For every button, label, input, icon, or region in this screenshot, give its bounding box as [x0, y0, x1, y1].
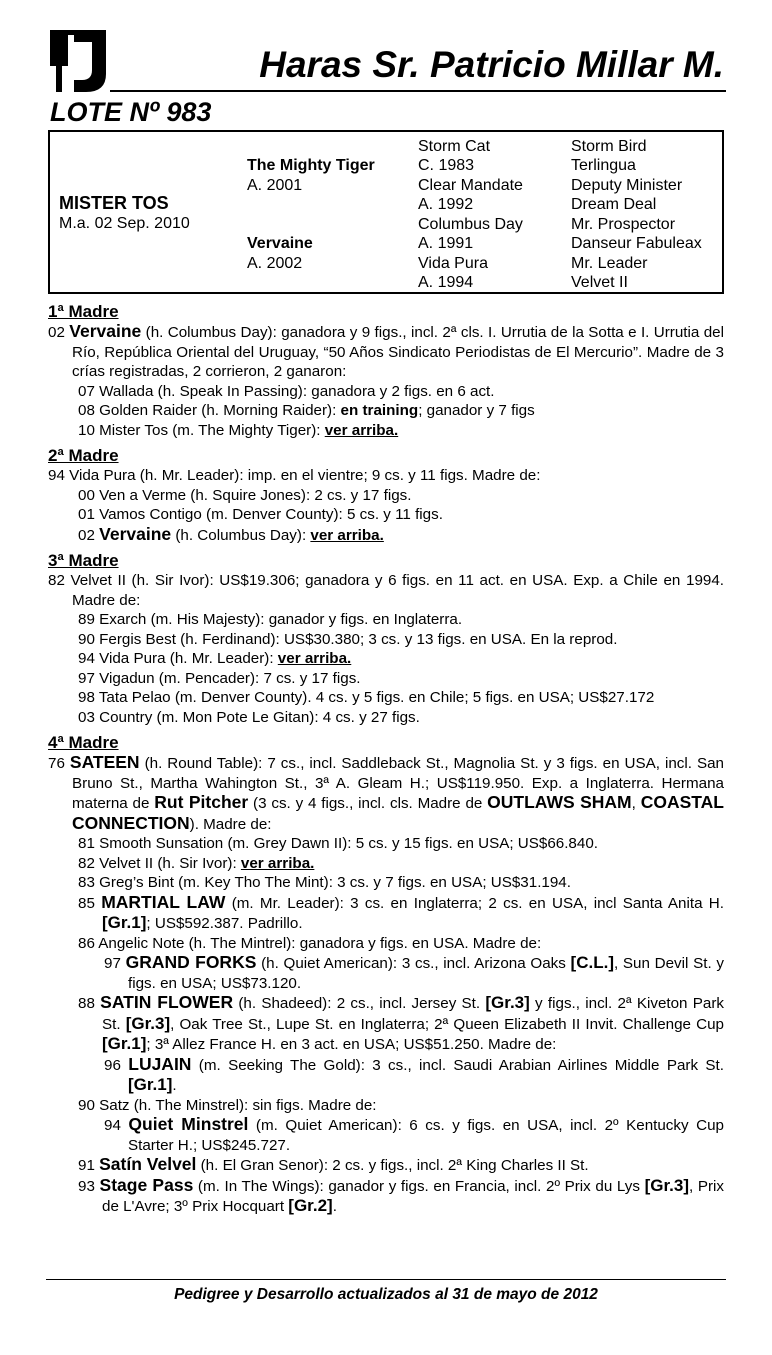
- g2-year: A. 1991: [418, 235, 474, 252]
- entry: 01 Vamos Contigo (m. Denver County): 5 cs. y 11 figs.: [78, 506, 443, 523]
- entry: 96 LUJAIN (m. Seeking The Gold): 3 cs., incl. Saudi Arabian Airlines Middle Park St. [Gr.1].: [104, 1053, 724, 1094]
- g3-name: Mr. Leader: [571, 255, 648, 272]
- family-content: [48, 302, 724, 1217]
- entry: 76 SATEEN (h. Round Table): 7 cs., incl. Saddleback St., Magnolia St. y 3 figs. en USA, incl. San Bruno St., Martha Wahington St., 3ª A. Gleam H.; US$119.950. Exp. a Inglaterra. Hermana materna de Rut Pitcher (3 cs. y 4 figs., incl. cls. Madre de OUTLAWS SHAM, COASTAL CONNECTION). Madre de:: [48, 752, 724, 833]
- g3-name: Mr. Prospector: [571, 216, 676, 233]
- dam-name: Vervaine: [247, 235, 313, 252]
- section-heading: 3ª Madre: [48, 551, 119, 570]
- entry: 86 Angelic Note (h. The Mintrel): ganadora y figs. en USA. Madre de:: [78, 934, 542, 952]
- entry: 94 Vida Pura (h. Mr. Leader): ver arriba.: [78, 650, 352, 667]
- entry: 02 Vervaine (h. Columbus Day): ganadora y 9 figs., incl. 2ª cls. I. Urrutia de la Sotta e I. Urrutia del Río, República Oriental del Uruguay, “50 Años Sindicato Periodistas de El Mercurio”. Madre de 3 crías registradas, 2 corrieron, 2 ganaron:: [48, 321, 724, 380]
- entry: 90 Fergis Best (h. Ferdinand): US$30.380; 3 cs. y 13 figs. en USA. En la reprod.: [78, 630, 618, 648]
- g2-year: C. 1983: [418, 157, 475, 174]
- g3-name: Danseur Fabuleax: [571, 235, 702, 252]
- haras-logo-icon: [48, 26, 108, 94]
- sire-year: A. 2001: [247, 177, 303, 194]
- g2-name: Columbus Day: [418, 216, 523, 233]
- horse-info: M.a. 02 Sep. 2010: [59, 215, 190, 232]
- entry: 83 Greg’s Bint (m. Key Tho The Mint): 3 cs. y 7 figs. en USA; US$31.194.: [78, 874, 571, 891]
- g3-name: Dream Deal: [571, 196, 657, 213]
- lot-number: LOTE Nº 983: [50, 97, 212, 127]
- entry: 00 Ven a Verme (h. Squire Jones): 2 cs. y 17 figs.: [78, 486, 412, 504]
- entry: 97 Vigadun (m. Pencader): 7 cs. y 17 figs.: [78, 669, 361, 687]
- entry: 98 Tata Pelao (m. Denver County). 4 cs. y 5 figs. en Chile; 5 figs. en USA; US$27.172: [78, 689, 655, 706]
- entry: 89 Exarch (m. His Majesty): ganador y figs. en Inglaterra.: [78, 611, 463, 628]
- section-heading: 1ª Madre: [48, 302, 119, 321]
- farm-title: Haras Sr. Patricio Millar M.: [259, 44, 724, 85]
- sire-name: The Mighty Tiger: [247, 157, 375, 174]
- g2-year: A. 1992: [418, 196, 474, 213]
- entry: 82 Velvet II (h. Sir Ivor): US$19.306; ganadora y 6 figs. en 11 act. en USA. Exp. a Chile en 1994. Madre de:: [48, 572, 724, 609]
- header-rule: [110, 90, 726, 92]
- entry: 93 Stage Pass (m. In The Wings): ganador y figs. en Francia, incl. 2º Prix du Lys [Gr.3], Prix de L'Avre; 3º Prix Hocquart [Gr.2].: [78, 1174, 724, 1215]
- g2-year: A. 1994: [418, 274, 474, 291]
- section-heading: 4ª Madre: [48, 733, 119, 752]
- entry: 88 SATIN FLOWER (h. Shadeed): 2 cs., incl. Jersey St. [Gr.3] y figs., incl. 2ª Kiveton Park St. [Gr.3], Oak Tree St., Lupe St. en Inglaterra; 2ª Queen Elizabeth II Invit. Challenge Cup [Gr.1]; 3ª Allez France H. en 3 act. en USA; US$51.250. Madre de:: [78, 992, 724, 1053]
- entry: 81 Smooth Sunsation (m. Grey Dawn II): 5 cs. y 15 figs. en USA; US$66.840.: [78, 835, 598, 852]
- entry: 03 Country (m. Mon Pote Le Gitan): 4 cs. y 27 figs.: [78, 708, 420, 726]
- footer-rule: [46, 1279, 726, 1280]
- section-heading: 2ª Madre: [48, 446, 119, 465]
- entry: 97 GRAND FORKS (h. Quiet American): 3 cs., incl. Arizona Oaks [C.L.], Sun Devil St. y figs. en USA; US$73.120.: [104, 952, 724, 992]
- horse-name: MISTER TOS: [59, 193, 169, 213]
- footer-note: Pedigree y Desarrollo actualizados al 31 de mayo de 2012: [174, 1286, 598, 1303]
- entry: 94 Vida Pura (h. Mr. Leader): imp. en el vientre; 9 cs. y 11 figs. Madre de:: [48, 467, 541, 484]
- entry: 10 Mister Tos (m. The Mighty Tiger): ver arriba.: [78, 421, 399, 439]
- entry: 94 Quiet Minstrel (m. Quiet American): 6 cs. y figs. en USA, incl. 2º Kentucky Cup Starter H.; US$245.727.: [104, 1114, 724, 1154]
- entry: 02 Vervaine (h. Columbus Day): ver arriba.: [78, 523, 384, 544]
- g3-name: Deputy Minister: [571, 177, 683, 194]
- entry: 82 Velvet II (h. Sir Ivor): ver arriba.: [78, 854, 315, 872]
- g2-name: Storm Cat: [418, 138, 491, 155]
- dam-year: A. 2002: [247, 255, 303, 272]
- g3-name: Storm Bird: [571, 138, 647, 155]
- pedigree-table: [48, 130, 724, 294]
- entry: 90 Satz (h. The Minstrel): sin figs. Madre de:: [78, 1096, 377, 1114]
- entry: 91 Satín Velvel (h. El Gran Senor): 2 cs. y figs., incl. 2ª King Charles II St.: [78, 1154, 589, 1174]
- g2-name: Clear Mandate: [418, 177, 523, 194]
- g3-name: Terlingua: [571, 157, 636, 174]
- g3-name: Velvet II: [571, 274, 628, 291]
- entry: 85 MARTIAL LAW (m. Mr. Leader): 3 cs. en Inglaterra; 2 cs. en USA, incl Santa Anita H. [Gr.1]; US$592.387. Padrillo.: [78, 891, 724, 932]
- entry: 07 Wallada (h. Speak In Passing): ganadora y 2 figs. en 6 act.: [78, 382, 495, 400]
- entry: 08 Golden Raider (h. Morning Raider): en training; ganador y 7 figs: [78, 402, 535, 419]
- g2-name: Vida Pura: [418, 255, 488, 272]
